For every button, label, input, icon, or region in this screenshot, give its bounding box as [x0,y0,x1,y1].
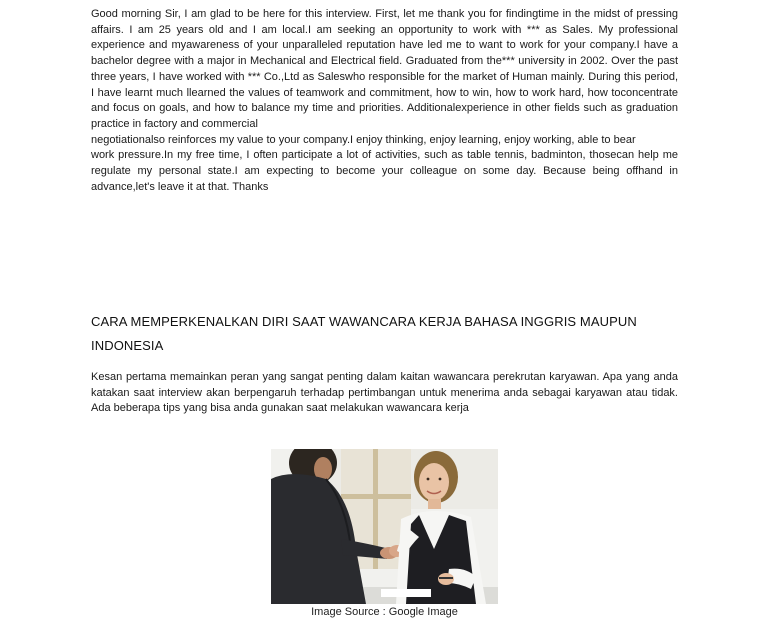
interview-paragraph [91,7,678,195]
section-heading: CARA MEMPERKENALKAN DIRI SAAT WAWANCARA KERJA BAHASA INGGRIS MAUPUN INDONESIA [91,314,637,353]
intro-text-block [91,370,678,417]
interview-photo [271,449,498,604]
interview-photo-illustration [271,449,498,604]
interview-paragraph-part-1: Good morning Sir, I am glad to be here for this interview. First, let me thank you for findingtime in the midst of pressing affairs. I am 25 years old and I am local.I am seeking an opportunity to work with *** as Sales. My professional experience and myawareness of your unparalleled reputation have led me to want to work for your company.I have a bachelor degree with a major in Mechanical and Electrical field. Graduated from the*** university in 2002. Over the past three years, I have worked with *** Co.,Ltd as Saleswho responsible for the market of Human mainly. During this period, I have learnt much llearned the values of teamwork and commitment, how to win, how to work hard, how toconcentrate and focus on goals, and how to balance my time and priorities. Additionalexperience in other fields such as graduation practice in factory and commercial [91,8,678,130]
interview-paragraph-part-2: negotiationalso reinforces my value to your company.I enjoy thinking, enjoy learning, enjoy working, able to bear [91,133,636,146]
interview-text-block [91,7,678,195]
interview-paragraph-part-3: work pressure.In my free time, I often participate a lot of activities, such as table tennis, badminton, thosecan help me regulate my personal state.I am expecting to become your colleague on some day. Because being offhand in advance,let's leave it at that. Thanks [91,149,678,193]
intro-paragraph: Kesan pertama memainkan peran yang sangat penting dalam kaitan wawancara perekrutan karyawan. Apa yang anda katakan saat interview akan berpengaruh terhadap pertimbangan untuk menerima anda sebagai karyawan atau tidak. Ada beberapa tips yang bisa anda gunakan saat melakukan wawancara kerja [91,371,678,415]
image-caption: Image Source : Google Image [311,606,458,618]
